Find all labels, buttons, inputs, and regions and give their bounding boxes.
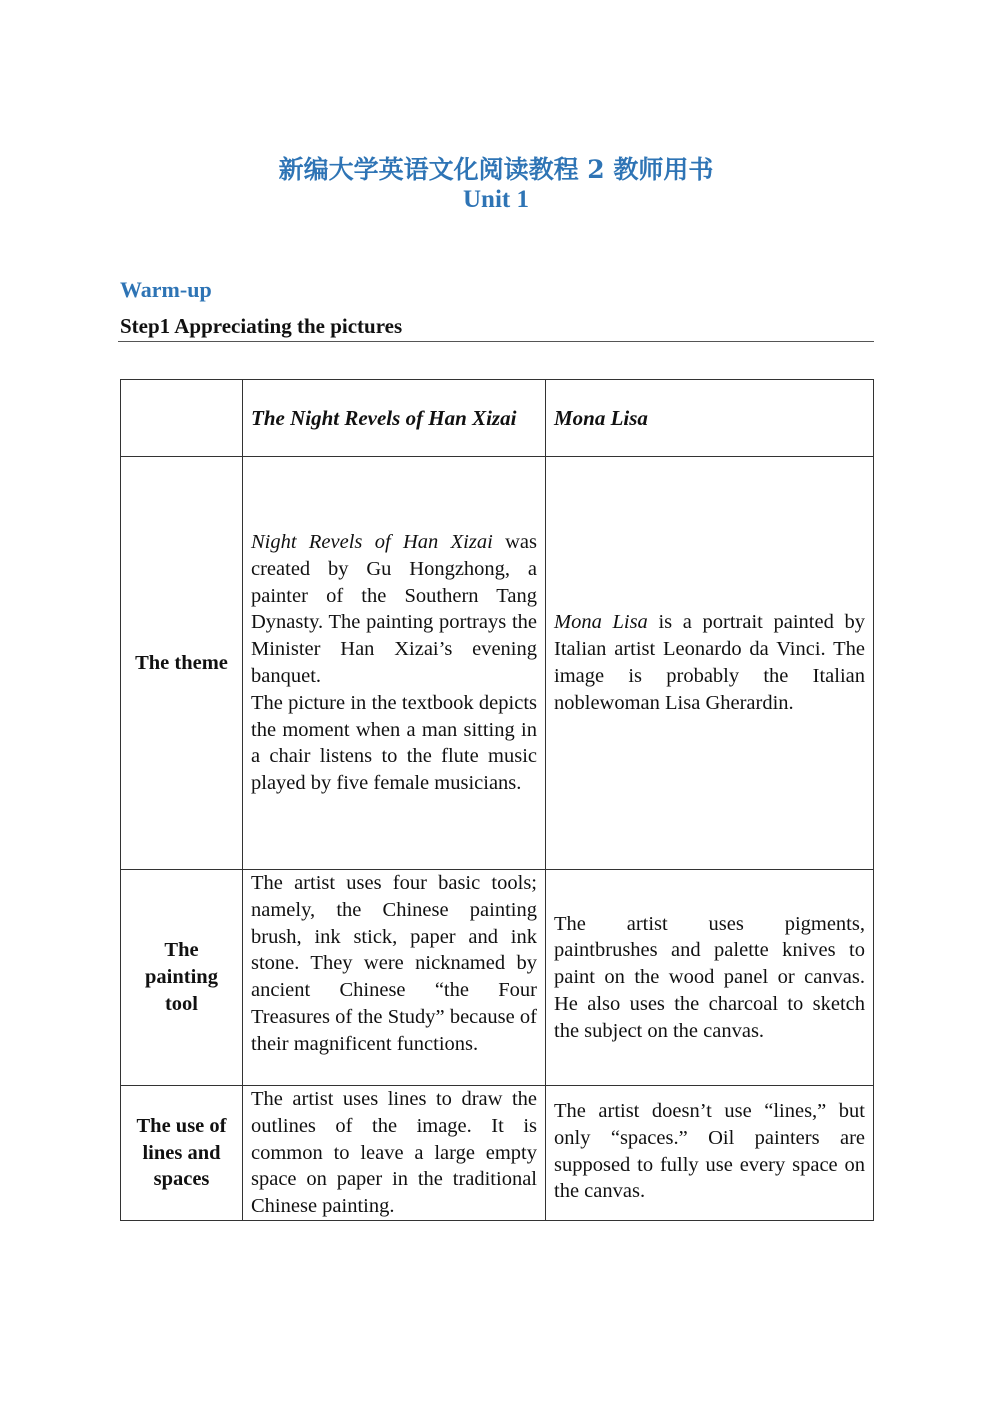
- lines-mona-lisa-cell: The artist doesn’t use “lines,” but only “spaces.” Oil painters are supposed to fully use every space on the canvas.: [546, 1086, 874, 1221]
- section-heading: Warm-up: [120, 277, 212, 302]
- theme-han-xizai-text: was created by Gu Hongzhong, a painter of the Southern Tang Dynasty. The painting portrays the Minister Han Xizai’s evening banquet.: [251, 531, 537, 687]
- heading-underline: [118, 341, 874, 342]
- document-title-chinese: 新编大学英语文化阅读教程 2 教师用书: [278, 155, 714, 184]
- table-header-row: [121, 380, 874, 457]
- unit-title: Unit 1: [463, 186, 529, 213]
- theme-mona-lisa-cell: [546, 457, 874, 870]
- theme-han-xizai-para1: [251, 529, 537, 690]
- theme-han-xizai-cell: [243, 457, 546, 870]
- header-han-xizai: [243, 380, 546, 457]
- comparison-table: [120, 379, 874, 1221]
- tool-mona-lisa-cell: The artist uses pigments, paintbrushes and palette knives to paint on the wood panel or canvas. He also uses the charcoal to sketch the subject on the canvas.: [546, 870, 874, 1086]
- table-row: [121, 1086, 874, 1221]
- tool-han-xizai-cell: The artist uses four basic tools; namely, the Chinese painting brush, ink stick, paper and ink stone. They were nicknamed by ancient Chinese “the Four Treasures of the Study” because of their magnificent functions.: [243, 870, 546, 1086]
- header-empty-cell: [121, 380, 243, 457]
- table-row: [121, 870, 874, 1086]
- header-mona-lisa: [546, 380, 874, 457]
- row-label-lines-spaces: The use of lines and spaces: [121, 1086, 243, 1221]
- theme-mona-lisa-text: is a portrait painted by Italian artist Leonardo da Vinci. The image is probably the Italian noblewoman Lisa Gherardin.: [554, 611, 866, 714]
- theme-han-xizai-para2: The picture in the textbook depicts the moment when a man sitting in a chair listens to the flute music played by five female musicians.: [251, 691, 537, 795]
- table-row: [121, 457, 874, 870]
- step-heading: Step1 Appreciating the pictures: [120, 314, 403, 338]
- row-label-painting-tool: The painting tool: [121, 870, 243, 1086]
- painting-name-italic: Night Revels of Han Xizai: [251, 531, 493, 554]
- header-mona-lisa-label: Mona Lisa: [554, 405, 648, 430]
- row-label-theme: The theme: [121, 457, 243, 870]
- lines-han-xizai-cell: The artist uses lines to draw the outlines of the image. It is common to leave a large empty space on paper in the traditional Chinese painting.: [243, 1086, 546, 1221]
- painting-name-italic: Mona Lisa: [554, 611, 648, 634]
- header-han-xizai-label: The Night Revels of Han Xizai: [251, 405, 517, 430]
